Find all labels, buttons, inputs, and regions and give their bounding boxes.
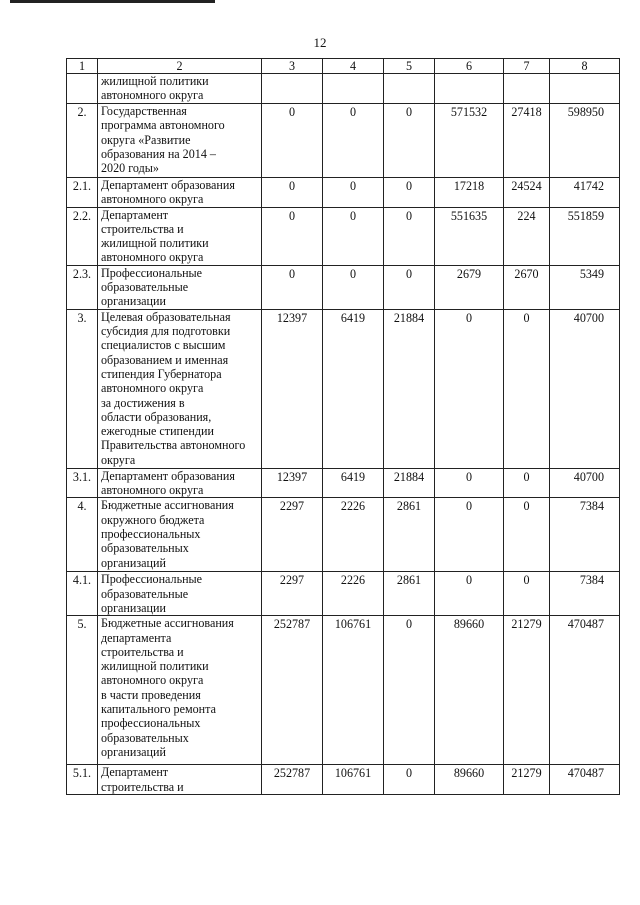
table-row	[67, 616, 620, 765]
value-cell-6: 2679	[435, 265, 504, 309]
row-name-cell: Бюджетные ассигнования департамента строительства и жилищной политики автономного округа в части проведения капитального ремонта профессиональных образовательных организаций	[98, 616, 262, 765]
row-name-cell: Государственная программа автономного округа «Развитие образования на 2014 – 2020 годы»	[98, 104, 262, 178]
row-number-cell: 3.	[67, 309, 98, 468]
value-cell-6: 0	[435, 309, 504, 468]
table-row	[67, 207, 620, 265]
value-cell-5: 21884	[384, 309, 435, 468]
value-cell-3: 12397	[262, 468, 323, 498]
value-cell-3: 252787	[262, 765, 323, 795]
value-cell-5: 2861	[384, 572, 435, 616]
value-cell-5: 0	[384, 207, 435, 265]
value-cell-6: 0	[435, 572, 504, 616]
value-cell-5: 21884	[384, 468, 435, 498]
row-name-cell: Профессиональные образовательные организации	[98, 265, 262, 309]
row-number-cell: 4.1.	[67, 572, 98, 616]
row-name-cell: Целевая образовательная субсидия для подготовки специалистов с высшим образованием и именная стипендия Губернатора автономного округа за достижения в области образования, ежегодные стипендии Правительства автономного округа	[98, 309, 262, 468]
value-cell-4: 2226	[323, 572, 384, 616]
value-cell-6: 89660	[435, 765, 504, 795]
header-cell: 2	[98, 59, 262, 74]
header-cell: 7	[504, 59, 550, 74]
total-cell-8: 40700	[550, 468, 620, 498]
total-cell-8: 7384	[550, 572, 620, 616]
value-cell-7: 24524	[504, 178, 550, 208]
row-number-cell: 4.	[67, 498, 98, 572]
table-row	[67, 498, 620, 572]
value-cell-7: 21279	[504, 616, 550, 765]
total-cell-8: 470487	[550, 765, 620, 795]
value-cell-7: 27418	[504, 104, 550, 178]
value-cell-7: 0	[504, 309, 550, 468]
value-cell-6: 0	[435, 468, 504, 498]
value-cell-5: 0	[384, 178, 435, 208]
value-cell-7: 224	[504, 207, 550, 265]
value-cell-7: 0	[504, 468, 550, 498]
value-cell-7: 0	[504, 498, 550, 572]
value-cell-3: 0	[262, 265, 323, 309]
row-name-cell: Профессиональные образовательные организации	[98, 572, 262, 616]
table-row	[67, 309, 620, 468]
value-cell-7: 0	[504, 572, 550, 616]
row-number-cell: 5.1.	[67, 765, 98, 795]
table-row	[67, 468, 620, 498]
value-cell-4: 0	[323, 207, 384, 265]
row-number-cell: 2.1.	[67, 178, 98, 208]
value-cell-5: 0	[384, 616, 435, 765]
header-row	[67, 59, 620, 74]
value-cell-3: 0	[262, 178, 323, 208]
total-cell-8: 41742	[550, 178, 620, 208]
table-row	[67, 765, 620, 795]
row-name-cell: Департамент образования автономного округа	[98, 178, 262, 208]
value-cell-6: 571532	[435, 104, 504, 178]
value-cell-6: 89660	[435, 616, 504, 765]
value-cell-3: 0	[262, 104, 323, 178]
value-cell-3	[262, 74, 323, 104]
value-cell-4: 6419	[323, 468, 384, 498]
row-number-cell: 2.3.	[67, 265, 98, 309]
budget-table	[66, 58, 620, 795]
value-cell-4: 0	[323, 265, 384, 309]
value-cell-6: 551635	[435, 207, 504, 265]
value-cell-3: 252787	[262, 616, 323, 765]
total-cell-8: 5349	[550, 265, 620, 309]
table-body	[67, 74, 620, 795]
value-cell-6: 17218	[435, 178, 504, 208]
value-cell-7	[504, 74, 550, 104]
total-cell-8: 7384	[550, 498, 620, 572]
value-cell-4	[323, 74, 384, 104]
value-cell-5	[384, 74, 435, 104]
value-cell-3: 12397	[262, 309, 323, 468]
value-cell-4: 6419	[323, 309, 384, 468]
value-cell-3: 0	[262, 207, 323, 265]
table-row	[67, 572, 620, 616]
row-number-cell: 3.1.	[67, 468, 98, 498]
total-cell-8: 551859	[550, 207, 620, 265]
table-row	[67, 74, 620, 104]
row-name-cell: Бюджетные ассигнования окружного бюджета профессиональных образовательных организаций	[98, 498, 262, 572]
row-number-cell	[67, 74, 98, 104]
row-name-cell: Департамент строительства и	[98, 765, 262, 795]
row-name-cell: Департамент образования автономного округа	[98, 468, 262, 498]
row-number-cell: 5.	[67, 616, 98, 765]
value-cell-4: 106761	[323, 765, 384, 795]
total-cell-8	[550, 74, 620, 104]
value-cell-7: 2670	[504, 265, 550, 309]
header-cell: 1	[67, 59, 98, 74]
value-cell-7: 21279	[504, 765, 550, 795]
value-cell-5: 0	[384, 765, 435, 795]
value-cell-6	[435, 74, 504, 104]
value-cell-3: 2297	[262, 572, 323, 616]
value-cell-5: 0	[384, 265, 435, 309]
row-number-cell: 2.2.	[67, 207, 98, 265]
row-name-cell: Департамент строительства и жилищной политики автономного округа	[98, 207, 262, 265]
table-row	[67, 265, 620, 309]
top-rule	[10, 0, 215, 3]
total-cell-8: 470487	[550, 616, 620, 765]
value-cell-5: 2861	[384, 498, 435, 572]
value-cell-4: 106761	[323, 616, 384, 765]
value-cell-5: 0	[384, 104, 435, 178]
value-cell-3: 2297	[262, 498, 323, 572]
value-cell-4: 0	[323, 178, 384, 208]
page-number: 12	[313, 35, 327, 50]
value-cell-6: 0	[435, 498, 504, 572]
header-cell: 4	[323, 59, 384, 74]
value-cell-4: 0	[323, 104, 384, 178]
total-cell-8: 598950	[550, 104, 620, 178]
value-cell-4: 2226	[323, 498, 384, 572]
header-cell: 3	[262, 59, 323, 74]
header-cell: 6	[435, 59, 504, 74]
row-name-cell: жилищной политики автономного округа	[98, 74, 262, 104]
table-row	[67, 104, 620, 178]
header-cell: 8	[550, 59, 620, 74]
table-row	[67, 178, 620, 208]
header-cell: 5	[384, 59, 435, 74]
total-cell-8: 40700	[550, 309, 620, 468]
row-number-cell: 2.	[67, 104, 98, 178]
